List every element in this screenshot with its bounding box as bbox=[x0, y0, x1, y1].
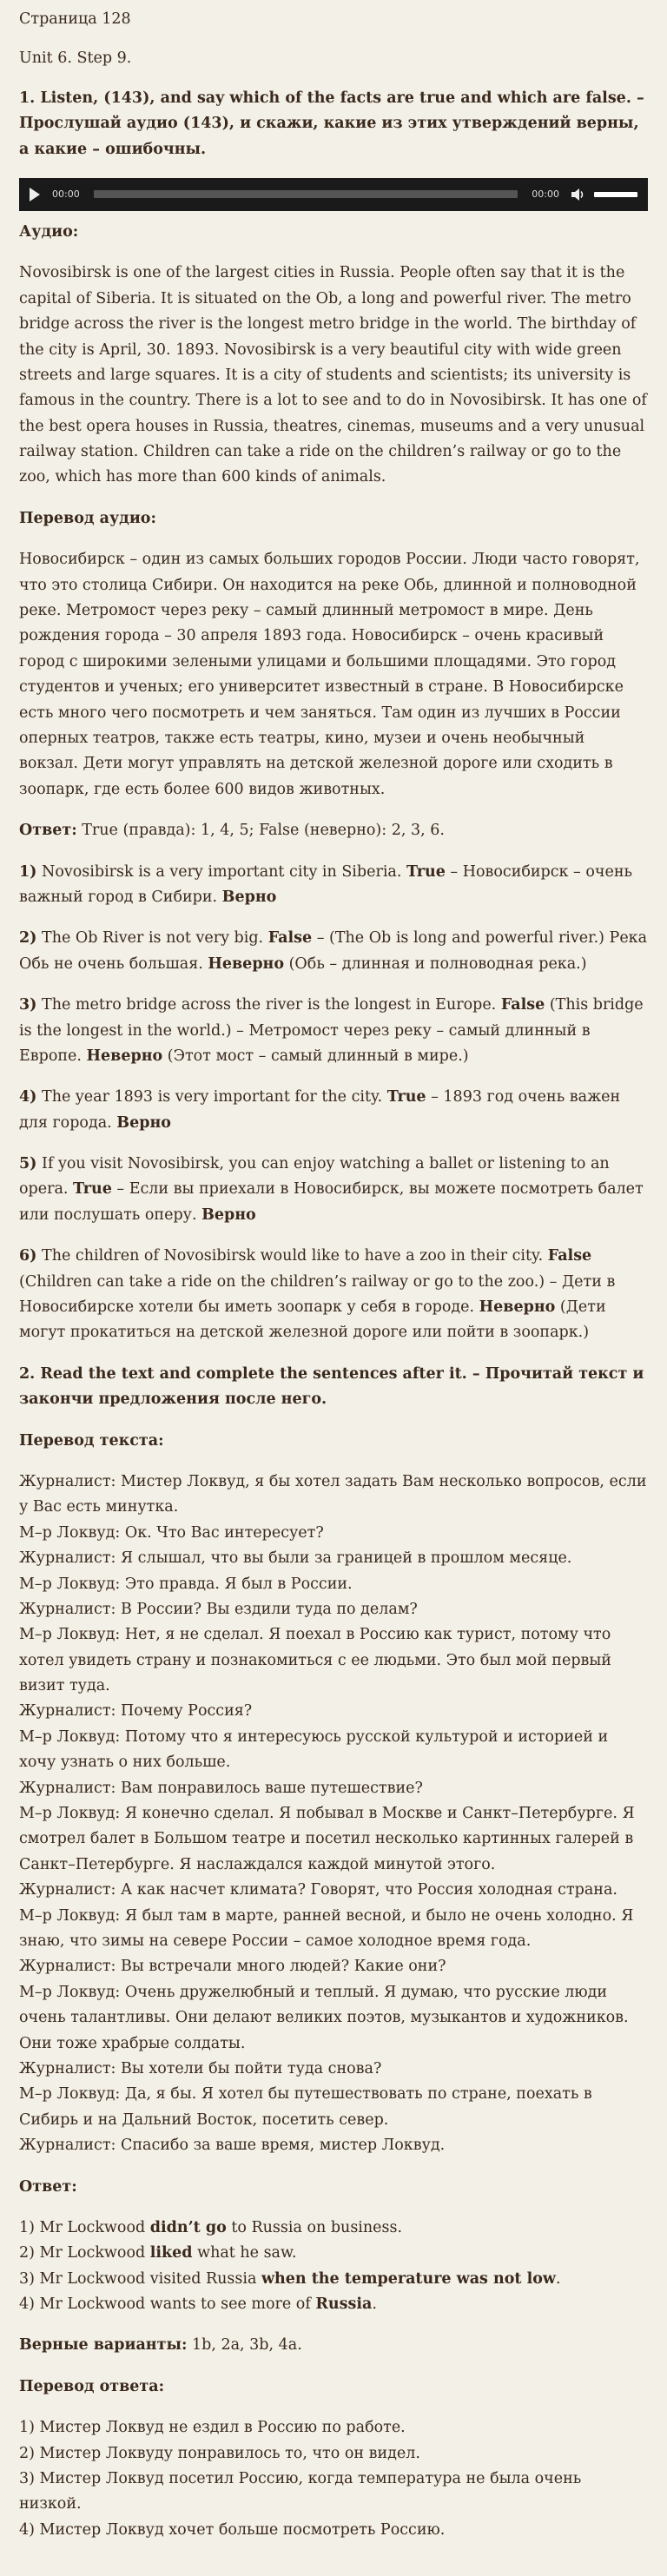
answers2-list bbox=[19, 2216, 648, 2318]
statement-ru-verdict: Верно bbox=[221, 888, 277, 906]
answer2-text: 2) Mr Lockwood bbox=[19, 2244, 150, 2262]
translation-heading: Перевод аудио: bbox=[19, 509, 156, 527]
answer2-emphasis: when the temperature was not low bbox=[261, 2269, 556, 2288]
dialog-line: Журналист: А как насчет климата? Говорят, что Россия холодная страна. bbox=[19, 1881, 617, 1899]
task2-title-ru: – Прочитай текст и закончи предложения после него. bbox=[19, 1364, 644, 1409]
statement-tail: (Обь – длинная и полноводная река.) bbox=[284, 954, 587, 973]
dialog-line: М–р Локвуд: Я конечно сделал. Я побывал в Москве и Санкт–Петербурге. Я смотрел балет в Большом театре и посетил несколько картинных галерей в Санкт–Петербурге. Я наслаждался каждой минутой этого. bbox=[19, 1805, 635, 1873]
statement-num: 2) bbox=[19, 929, 37, 948]
dialog-line: Журналист: Вы встречали много людей? Какие они? bbox=[19, 1958, 446, 1976]
task2-title bbox=[19, 1362, 648, 1413]
statement-en: The metro bridge across the river is the longest in Europe. bbox=[36, 996, 501, 1014]
answer2-text: . bbox=[372, 2295, 377, 2314]
statement-en: The children of Novosibirsk would like to have a zoo in their city. bbox=[36, 1247, 548, 1265]
task2-title-en: 2. Read the text and complete the sentences after it. bbox=[19, 1364, 467, 1383]
statement-num: 5) bbox=[19, 1155, 37, 1173]
dialog-line: М–р Локвуд: Да, я бы. Я хотел бы путешествовать по стране, поехать в Сибирь и на Дальний Восток, посетить север. bbox=[19, 2085, 592, 2129]
answer2-item bbox=[19, 2267, 648, 2292]
dialog-line: М–р Локвуд: Очень дружелюбный и теплый. Я думаю, что русские люди очень талантливы. Они делают великих поэтов, музыкантов и художников. Они тоже храбрые солдаты. bbox=[19, 1983, 629, 2052]
answer2-emphasis: didn’t go bbox=[149, 2218, 227, 2236]
translation-text: Новосибирск – один из самых больших городов России. Люди часто говорят, что это столица Сибири. Он находится на реке Обь, длинной и полноводной реке. Метромост через реку – самый длинный метромост в мире. День рождения города – 30 апреля 1893 года. Новосибирск – очень красивый город с широкими зелеными улицами и большими площадями. Это город студентов и ученых; его университет известный в стране. В Новосибирске есть много чего посмотреть и чем заняться. Там один из лучших в России оперных театров, также есть театры, кино, музеи и очень необычный вокзал. Дети могут управлять на детской железной дороге или сходить в зоопарк, где есть более 600 видов животных. bbox=[19, 551, 640, 798]
answer2-item bbox=[19, 2216, 648, 2241]
answer2-text: to Russia on business. bbox=[226, 2218, 403, 2236]
statement-tail: (Этот мост – самый длинный в мире.) bbox=[162, 1047, 469, 1065]
statement-ru: (This bridge is the longest in the world.) – Метромост через реку – самый длинный в Европе. bbox=[19, 996, 644, 1065]
dialog-line: Журналист: Спасибо за ваше время, мистер Локвуд. bbox=[19, 2137, 446, 2155]
statement-ru-verdict: Неверно bbox=[86, 1047, 163, 1065]
dialog-line: Журналист: Вы хотели бы пойти туда снова? bbox=[19, 2059, 382, 2077]
statement-ru: – Если вы приехали в Новосибирск, вы можете посмотреть балет или послушать оперу. bbox=[19, 1180, 644, 1224]
answer2-item bbox=[19, 2292, 648, 2317]
answer-translation-item: 3) Мистер Локвуд посетил Россию, когда температура не была очень низкой. bbox=[19, 2470, 582, 2513]
seek-slider[interactable] bbox=[94, 190, 518, 198]
task1-title-en: 1. Listen, (143), and say which of the facts are true and which are false. bbox=[19, 89, 631, 107]
answer1-label: Ответ: bbox=[19, 822, 77, 840]
statement-ru-verdict: Верно bbox=[116, 1113, 171, 1132]
statement-en: Novosibirsk is a very important city in Siberia. bbox=[36, 862, 406, 881]
statement-verdict: True bbox=[73, 1180, 112, 1199]
text-translation-heading: Перевод текста: bbox=[19, 1431, 164, 1450]
statement-verdict: False bbox=[500, 996, 545, 1014]
page-label: Страница 128 bbox=[19, 10, 131, 28]
statement-num: 3) bbox=[19, 996, 37, 1014]
answer-translation-item: 1) Мистер Локвуд не ездил в Россию по работе. bbox=[19, 2419, 406, 2437]
audio-heading: Аудио: bbox=[19, 222, 79, 241]
dialog-line: Журналист: В России? Вы ездили туда по делам? bbox=[19, 1600, 418, 1618]
dialog-line: Журналист: Почему Россия? bbox=[19, 1702, 253, 1721]
correct-variants bbox=[19, 2333, 648, 2358]
audio-player bbox=[19, 178, 648, 211]
statement-num: 4) bbox=[19, 1088, 37, 1106]
unit-step: Unit 6. Step 9. bbox=[19, 50, 132, 68]
answer2-emphasis: Russia bbox=[315, 2295, 373, 2314]
audio-text: Novosibirsk is one of the largest cities in Russia. People often say that it is the capital of Siberia. It is situated on the Ob, a long and powerful river. The metro bridge across the river is the longest metro bridge in the world. The birthday of the city is April, 30. 1893. Novosibirsk is a very beautiful city with wide green streets and large squares. It is a city of students and scientists; its university is famous in the country. There is a lot to see and to do in Novosibirsk. It has one of the best opera houses in Russia, theatres, cinemas, museums and a very unusual railway station. Children can take a ride on the children’s railway or go to the zoo, which has more than 600 kinds of animals. bbox=[19, 264, 647, 486]
statement-1 bbox=[19, 860, 648, 911]
statement-ru: – 1893 год очень важен для города. bbox=[19, 1088, 621, 1132]
statement-ru: – (The Ob is long and powerful river.) Река Обь не очень большая. bbox=[19, 929, 648, 973]
answer2-text: 3) Mr Lockwood visited Russia bbox=[19, 2269, 261, 2288]
volume-icon[interactable] bbox=[571, 188, 585, 201]
dialog-line: М–р Локвуд: Я был там в марте, ранней весной, и было не очень холодно. Я знаю, что зимы на севере России – самое холодное время года. bbox=[19, 1906, 634, 1950]
current-time: 00:00 bbox=[52, 188, 80, 200]
statement-ru-verdict: Неверно bbox=[479, 1298, 556, 1317]
statement-verdict: True bbox=[406, 862, 446, 881]
dialog-line: М–р Локвуд: Ок. Что Вас интересует? bbox=[19, 1523, 324, 1542]
dialog-line: Журналист: Мистер Локвуд, я бы хотел задать Вам несколько вопросов, если у Вас есть минутка. bbox=[19, 1472, 647, 1516]
statement-verdict: False bbox=[267, 929, 313, 948]
dialog-line: М–р Локвуд: Это правда. Я был в России. bbox=[19, 1575, 353, 1593]
statement-en: The Ob River is not very big. bbox=[36, 929, 268, 948]
play-icon[interactable] bbox=[30, 188, 40, 201]
statement-en: If you visit Novosibirsk, you can enjoy watching a ballet or listening to an opera. bbox=[19, 1155, 610, 1199]
statement-2 bbox=[19, 926, 648, 977]
answer2-text: 1) Mr Lockwood bbox=[19, 2218, 150, 2236]
correct-variants-label: Верные варианты: bbox=[19, 2336, 188, 2355]
statement-3 bbox=[19, 993, 648, 1069]
answer1 bbox=[19, 818, 648, 843]
dialog-line: Журналист: Вам понравилось ваше путешествие? bbox=[19, 1779, 423, 1797]
duration: 00:00 bbox=[532, 188, 559, 200]
task1-title bbox=[19, 86, 648, 162]
answer-translation-list bbox=[19, 2415, 648, 2543]
statement-ru: (Children can take a ride on the children’s railway or go to the zoo.) – Дети в Новосибирске хотели бы иметь зоопарк у себя в городе. bbox=[19, 1272, 616, 1317]
statement-num: 6) bbox=[19, 1247, 37, 1265]
answer2-text: 4) Mr Lockwood wants to see more of bbox=[19, 2295, 316, 2314]
volume-slider[interactable] bbox=[594, 192, 637, 197]
statement-4 bbox=[19, 1085, 648, 1136]
answer-translation-item: 4) Мистер Локвуд хочет больше посмотреть Россию. bbox=[19, 2520, 446, 2539]
statement-ru-verdict: Неверно bbox=[208, 954, 285, 973]
answer-translation-item: 2) Мистер Локвуду понравилось то, что он видел. bbox=[19, 2444, 420, 2462]
statement-5 bbox=[19, 1152, 648, 1228]
answer-translation-heading: Перевод ответа: bbox=[19, 2377, 165, 2395]
answer2-item bbox=[19, 2241, 648, 2266]
statement-ru-verdict: Верно bbox=[201, 1205, 256, 1224]
dialog-line: М–р Локвуд: Потому что я интересуюсь русской культурой и историей и хочу узнать о них больше. bbox=[19, 1727, 609, 1772]
statement-6 bbox=[19, 1244, 648, 1346]
answer2-heading: Ответ: bbox=[19, 2177, 77, 2196]
answer2-text: . bbox=[555, 2269, 561, 2288]
dialog bbox=[19, 1470, 648, 2159]
answer2-emphasis: liked bbox=[149, 2244, 193, 2262]
answer2-text: what he saw. bbox=[192, 2244, 297, 2262]
dialog-line: М–р Локвуд: Нет, я не сделал. Я поехал в Россию как турист, потому что хотел увидеть страну и познакомиться с ее людьми. Это был мой первый визит туда. bbox=[19, 1626, 611, 1695]
correct-variants-text: 1b, 2a, 3b, 4a. bbox=[187, 2336, 302, 2355]
statement-verdict: True bbox=[386, 1088, 426, 1106]
task1-title-ru: – Прослушай аудио (143), и скажи, какие из этих утверждений верны, а какие – ошибочны. bbox=[19, 89, 644, 158]
statement-tail: (Дети могут прокатиться на детской железной дороге или пойти в зоопарк.) bbox=[19, 1298, 606, 1342]
statement-ru: – Новосибирск – очень важный город в Сибири. bbox=[19, 862, 633, 906]
statement-en: The year 1893 is very important for the city. bbox=[36, 1088, 387, 1106]
dialog-line: Журналист: Я слышал, что вы были за границей в прошлом месяце. bbox=[19, 1549, 572, 1568]
statement-num: 1) bbox=[19, 862, 37, 881]
answer1-text: True (правда): 1, 4, 5; False (неверно): 2, 3, 6. bbox=[76, 822, 445, 840]
statement-verdict: False bbox=[547, 1247, 592, 1265]
